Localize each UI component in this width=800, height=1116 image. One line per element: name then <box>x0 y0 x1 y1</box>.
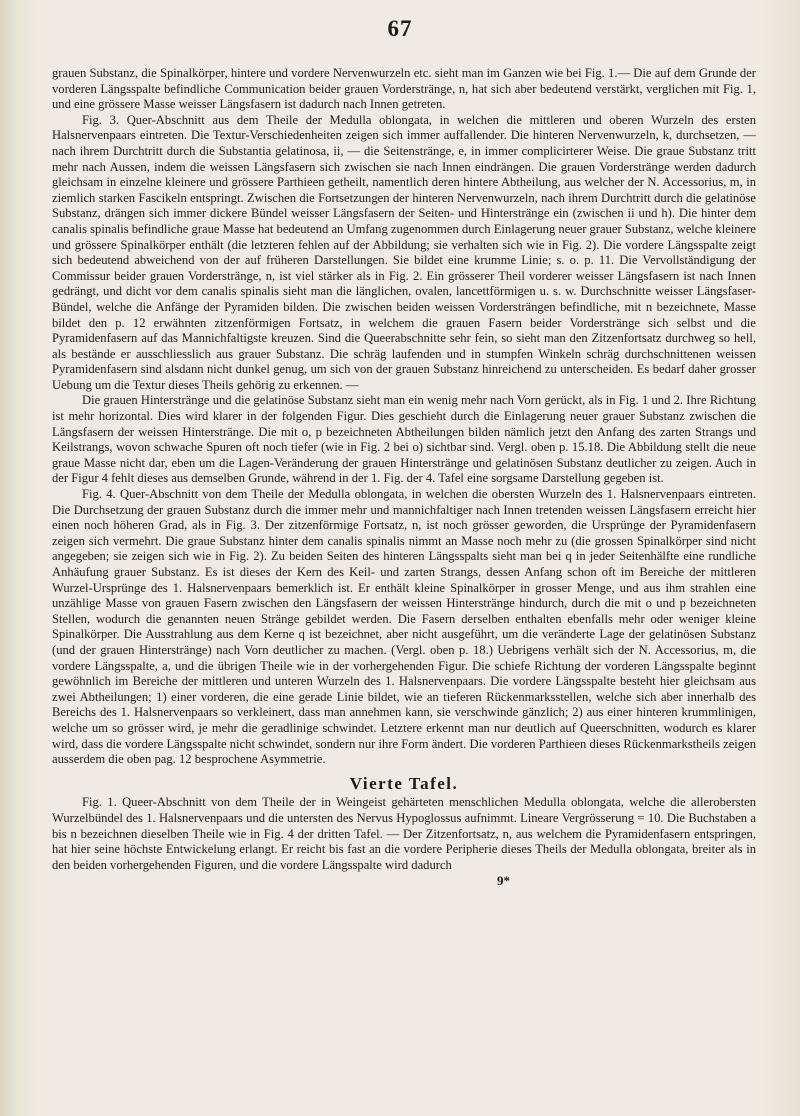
paragraph-fig-4: Fig. 4. Quer-Abschnitt von dem Theile der Medulla oblongata, in welchen die obersten Wurzeln des 1. Halsnervenpaars eintreten. Die Durchsetzung der grauen Substanz durch die immer mehr und mannichfaltiger nach Innen tretenden weissen Längsfasern erreicht hier einen noch höheren Grad, als in Fig. 3. Der zitzenförmige Fortsatz, n, ist noch grösser geworden, die Ursprünge der Pyramidenfasern zeigen sich vermehrt. Die graue Substanz hinter dem canalis spinalis nimmt an Masse noch mehr zu (die grossen Spinalkörper sind nicht angegeben; sie zeigen sich wie in Fig. 2). Zu beiden Seiten des hinteren Längsspalts sieht man bei q in jeder Seitenhälfte eine rundliche Anhäufung grauer Substanz. Es ist dieses der Kern des Keil- und zarten Strangs, dessen Anfang schon oft im Bereiche der mittleren Wurzel-Ursprünge des 1. Halsnervenpaars bemerklich ist. Er enthält kleine Spinalkörper in grosser Menge, und aus ihm strahlen eine unzählige Masse von grauen Fasern zwischen den Längsfasern der weissen Hinterstränge hindurch, durch die mit o und p bezeichneten Stellen, wodurch die genannten neuen Stränge gebildet werden. Die Fasern derselben enthalten ebenfalls mehr oder weniger kleine Spinalkörper. Die Ausstrahlung aus dem Kerne q ist bezeichnet, aber nicht ausgeführt, um die veränderte Lage der gelatinösen Substanz (und der grauen Hinterstränge) nach Vorn deutlicher zu machen. (Vergl. oben p. 18.) Uebrigens verhält sich der N. Accessorius, m, die vordere Längsspalte, a, und die übrigen Theile wie in der vorhergehenden Figur. Die schiefe Richtung der vorderen Längsspalte beginnt gewöhnlich im Bereiche der mittleren und unteren Wurzeln des 1. Halsnervenpaars. Die vordere Längsspalte besteht hier gleichsam aus zwei Abtheilungen; 1) einer vorderen, die eine gerade Linie bildet, wie an tieferen Rückenmarksstellen, welche sich aber innerhalb des Bereichs des 1. Halsnervenpaars so verkleinert, dass man annehmen kann, sie verschwinde gänzlich; 2) aus einer hinteren krummlinigen, welche um so grösser wird, je mehr die geradlinige schwindet. Letztere erkennt man nur deutlich auf Queerschnitten, wodurch es klarer wird, dass die vordere Längsspalte nicht schwindet, sondern nur ihre Form ändert. Die vorderen Parthieen dieses Rückenmarkstheils zeigen ausserdem die oben pag. 12 besprochene Asymmetrie. <box>52 487 756 767</box>
paragraph-plate-4-fig-1: Fig. 1. Queer-Abschnitt von dem Theile der in Weingeist gehärteten menschlichen Medulla oblongata, welche die allerobersten Wurzelbündel des 1. Halsnervenpaars und die untersten des Nervus Hypoglossus aufnimmt. Lineare Vergrösserung = 10. Die Buchstaben a bis n bezeichnen dieselben Theile wie in Fig. 4 der dritten Tafel. — Der Zitzenfortsatz, n, aus welchem die Pyramidenfasern entspringen, hat hier seine höchste Entwickelung erlangt. Er reicht bis fast an die vordere Peripherie dieses Theils der Medulla oblongata, breiter als in den beiden vorhergehenden Figuren, und die vordere Längsspalte wird dadurch <box>52 795 756 872</box>
section-heading: Vierte Tafel. <box>349 773 459 793</box>
page-number: 67 <box>387 16 413 41</box>
paragraph-fig-3: Fig. 3. Quer-Abschnitt aus dem Theile der Medulla oblongata, in welchen die mittleren und oberen Wurzeln des ersten Halsnervenpaars eintreten. Die Textur-Verschiedenheiten zeigen sich immer auffallender. Die hinteren Nervenwurzeln, k, durchsetzen, — nach ihrem Durchtritt durch die Substantia gelatinosa, ii, — die Seitenstränge, e, in immer complicirterer Weise. Die graue Substanz tritt mehr nach Aussen, indem die weissen Längsfasern sich zwischen sie nach Innen eindrängen. Die grauen Vorderstränge werden dadurch gleichsam in einzelne kleinere und grössere Parthieen getheilt, namentlich deren hintere Abtheilung, aus welcher der N. Accessorius, m, in ziemlich starken Fascikeln entspringt. Zwischen die Fortsetzungen der hinteren Nervenwurzeln, nach ihrem Durchtritt durch die gelatinöse Substanz, drängen sich immer dickere Bündel weisser Längsfasern der Seiten- und Hinterstränge ein (zwischen ii und h). Die hinter dem canalis spinalis befindliche graue Masse hat bedeutend an Umfang zugenommen durch Einlagerung neuer grauer Substanz, welche kleinere und grössere Spinalkörper enthält (die letzteren fehlen auf der Abbildung; sie verhalten sich wie in Fig. 2). Die vordere Längsspalte zeigt sich bedeutend abweichend von der auf früheren Darstellungen. Sie bildet eine krumme Linie; s. o. p. 11. Die Vervollständigung der Commissur beider grauen Vorderstränge, n, ist viel stärker als in Fig. 2. Ein grösserer Theil vorderer weisser Längsfasern ist nach Innen gedrängt, und dicht vor dem canalis spinalis sieht man die länglichen, ovalen, lancettförmigen u. s. w. Durchschnitte weisser Längsfaser-Bündel, welche die Anfänge der Pyramiden bilden. Die zwischen beiden weissen Vordersträngen befindliche, mit n bezeichnete, Masse bildet den p. 12 erwähnten zitzenförmigen Fortsatz, in welchem die grauen Fasern beider Vorderstränge sich selbst und die Pyramidenfasern auf das Mannichfaltigste kreuzen. Sind die Queerabschnitte sehr fein, so sieht man den Zitzenfortsatz durchweg so hell, als bestände er ausschliesslich aus grauer Substanz. Die schräg laufenden und in stumpfen Winkeln schräg durchschnittenen weissen Pyramidenfasern sind alsdann nicht dunkel genug, um sich von der grauen Substanz hinreichend zu unterscheiden. Es bedarf daher grosser Uebung um die Textur dieses Theils gehörig zu erkennen. — <box>52 112 756 392</box>
paragraph-grey-strands: Die grauen Hinterstränge und die gelatinöse Substanz sieht man ein wenig mehr nach Vorn gerückt, als in Fig. 1 und 2. Ihre Richtung ist mehr horizontal. Dies wird klarer in der folgenden Figur. Dies geschieht durch die Einlagerung neuer grauer Substanz zwischen die Längsfasern der weissen Hinterstränge. Die mit o, p bezeichneten Abtheilungen bilden nämlich jetzt den Anfang des zarten Strangs und Keilstrangs, wovon schwache Spuren oft noch tiefer (wie in Fig. 2 bei o) sichtbar sind. Vergl. oben p. 15.18. Die Abbildung stellt die neue graue Masse nicht dar, eben um die Lagen-Veränderung der grauen Hinterstränge und gelatinösen Substanz deutlicher zu zeigen. Auch in der Figur 4 fehlt dieses aus demselben Grunde, während in der 1. Fig. der 4. Tafel eine sorgsame Darstellung gegeben ist. <box>52 393 756 486</box>
page-body <box>52 66 756 889</box>
signature-mark: 9* <box>497 873 510 889</box>
paragraph-continuation: grauen Substanz, die Spinalkörper, hintere und vordere Nervenwurzeln etc. sieht man im Ganzen wie bei Fig. 1.— Die auf dem Grunde der vorderen Längsspalte befindliche Communication beider grauen Vorderstränge, n, hat sich aber bedeutend verstärkt, verglichen mit Fig. 1, und eine grössere Masse weisser Längsfasern ist dadurch nach Innen getreten. <box>52 66 756 112</box>
